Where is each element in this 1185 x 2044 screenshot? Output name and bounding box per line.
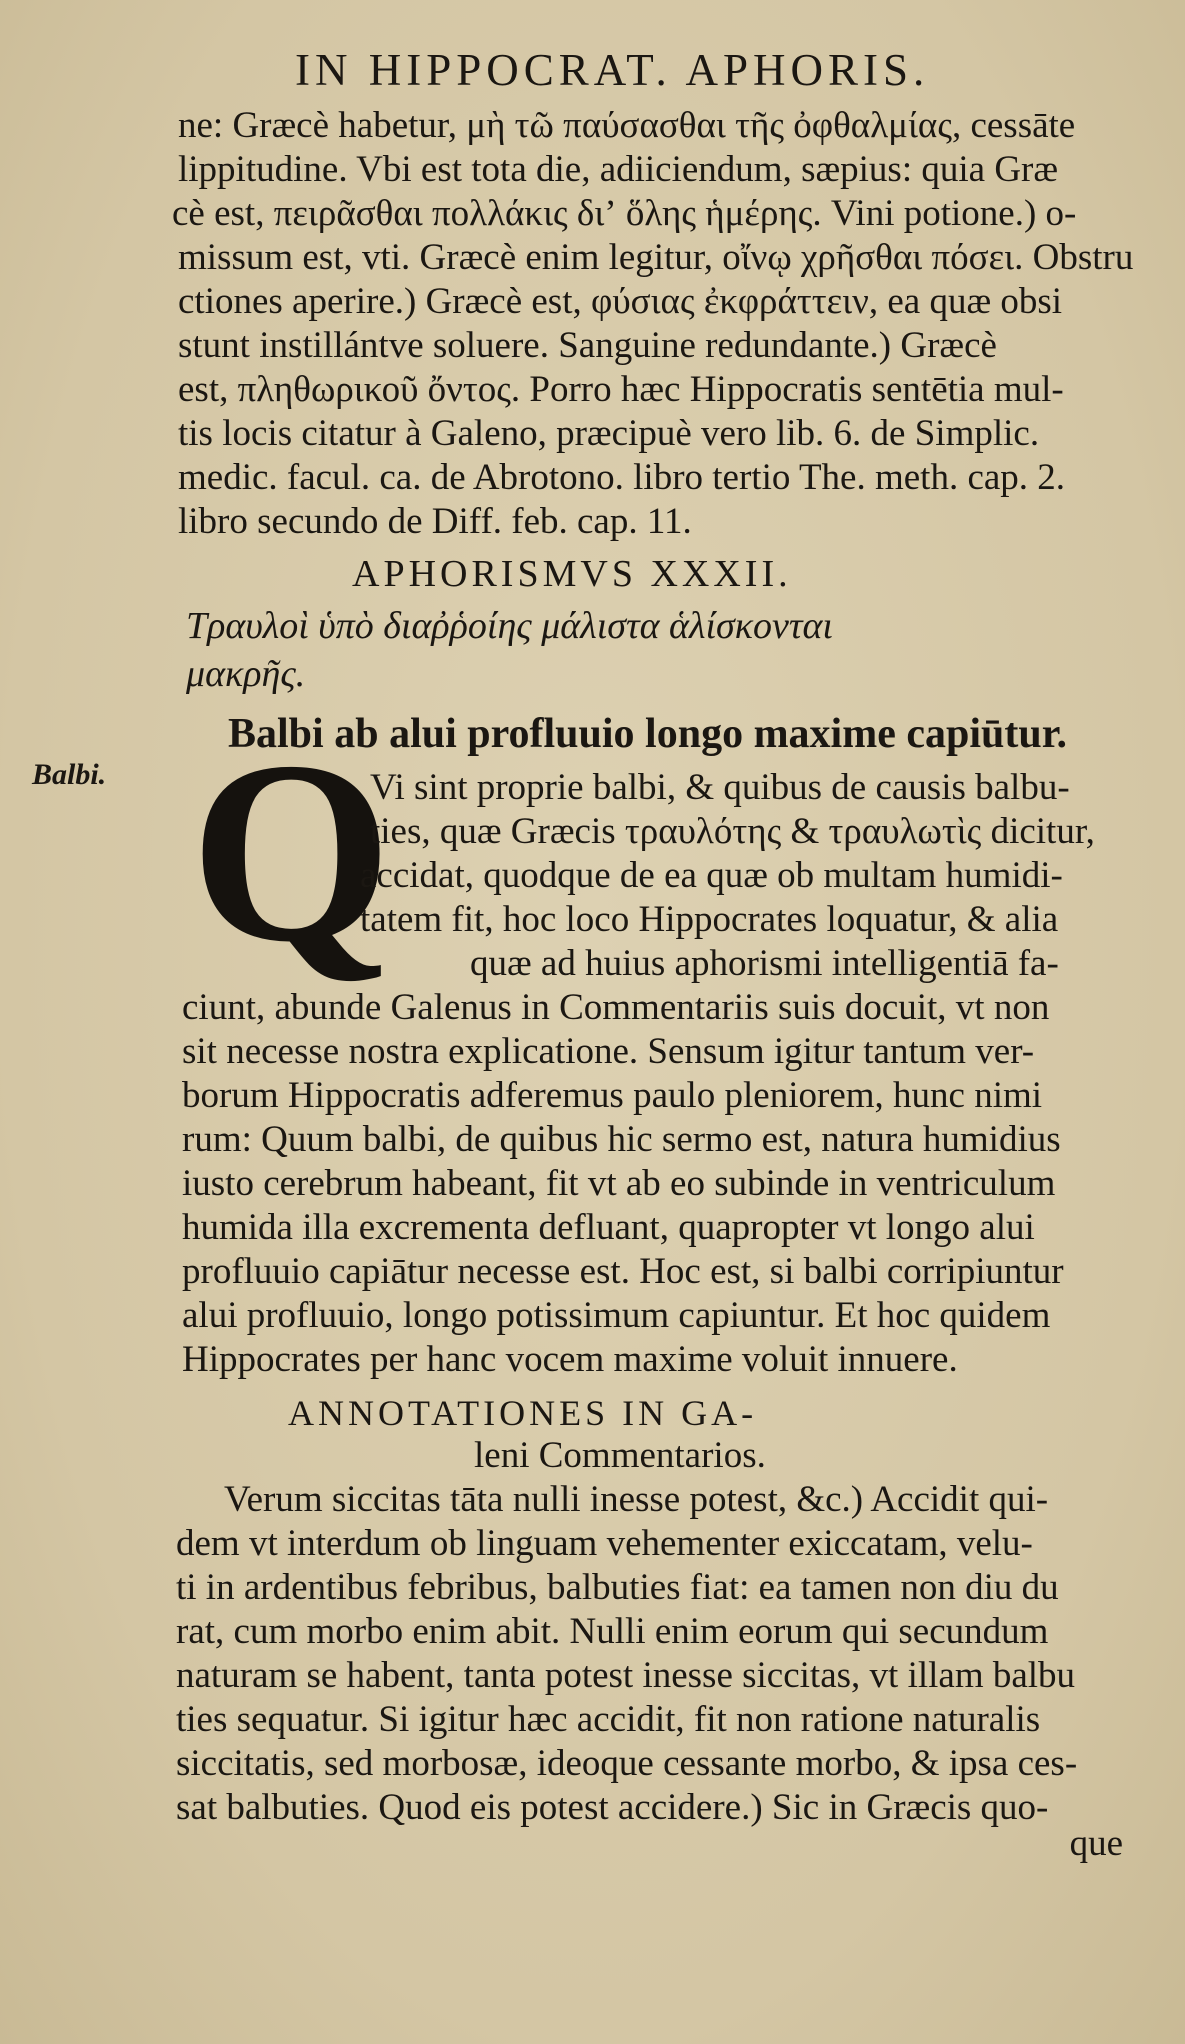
margin-note: Balbi. — [32, 758, 107, 791]
greek-aphorism-line: Τραυλοὶ ὑπὸ διαῤῥοίης μάλιστα ἁλίσκονται — [186, 605, 833, 647]
annotations-heading-cont: leni Commentarios. — [474, 1435, 766, 1476]
text-line: ties, quæ Græcis τραυλότης & τραυλωτὶς dicitur, — [370, 811, 1095, 852]
text-line: Vi sint proprie balbi, & quibus de causis balbu- — [370, 767, 1070, 808]
text-line: tis locis citatur à Galeno, præcipuè vero lib. 6. de Simplic. — [178, 413, 1040, 454]
text-line: rum: Quum balbi, de quibus hic sermo est, natura humidius — [182, 1119, 1061, 1160]
text-line: sat balbuties. Quod eis potest accidere.) Sic in Græcis quo- — [176, 1787, 1049, 1828]
drop-cap-initial: Q — [190, 708, 393, 996]
text-line: rat, cum morbo enim abit. Nulli enim eorum qui secundum — [176, 1611, 1049, 1652]
text-line: accidat, quodque de ea quæ ob multam humidi- — [360, 855, 1063, 896]
text-line: Hippocrates per hanc vocem maxime voluit innuere. — [182, 1339, 958, 1380]
catchword: que — [1069, 1823, 1123, 1864]
greek-aphorism-line: μακρῆς. — [186, 653, 306, 695]
text-line: sit necesse nostra explicatione. Sensum igitur tantum ver- — [182, 1031, 1035, 1072]
text-line: libro secundo de Diff. feb. cap. 11. — [178, 501, 692, 542]
text-line: dem vt interdum ob linguam vehementer exiccatam, velu- — [176, 1523, 1033, 1564]
text-line: ctiones aperire.) Græcè est, φύσιας ἐκφράττειν, ea quæ obsi — [178, 281, 1063, 322]
text-line: quæ ad huius aphorismi intelligentiā fa- — [470, 943, 1059, 984]
text-line: profluuio capiātur necesse est. Hoc est, si balbi corripiuntur — [182, 1251, 1064, 1292]
text-line: tatem fit, hoc loco Hippocrates loquatur, & alia — [360, 899, 1059, 940]
text-line: iusto cerebrum habeant, fit vt ab eo subinde in ventriculum — [182, 1163, 1056, 1204]
text-line: medic. facul. ca. de Abrotono. libro tertio The. meth. cap. 2. — [178, 457, 1066, 498]
text-line: naturam se habent, tanta potest inesse siccitas, vt illam balbu — [176, 1655, 1076, 1696]
running-head: IN HIPPOCRAT. APHORIS. — [295, 45, 930, 95]
text-line: siccitatis, sed morbosæ, ideoque cessante morbo, & ipsa ces- — [176, 1743, 1078, 1784]
text-line: alui profluuio, longo potissimum capiuntur. Et hoc quidem — [182, 1295, 1051, 1336]
text-line: ciunt, abunde Galenus in Commentariis suis docuit, vt non — [182, 987, 1050, 1028]
text-line: Verum siccitas tāta nulli inesse potest, &c.) Accidit qui- — [224, 1479, 1049, 1520]
latin-aphorism: Balbi ab alui profluuio longo maxime capiūtur. — [228, 711, 1068, 757]
aphorism-heading: APHORISMVS XXXII. — [352, 553, 792, 595]
text-line: ne: Græcè habetur, μὴ τῶ παύσασθαι τῆς ὀφθαλμίας, cessāte — [178, 105, 1076, 146]
text-line: stunt instillántve soluere. Sanguine redundante.) Græcè — [178, 325, 997, 366]
text-line: lippitudine. Vbi est tota die, adiiciendum, sæpius: quia Græ — [178, 149, 1059, 190]
annotations-heading: ANNOTATIONES IN GA- — [288, 1393, 758, 1433]
text-line: est, πληθωρικοῦ ὄντος. Porro hæc Hippocratis sentētia mul- — [178, 369, 1064, 410]
text-line: humida illa excrementa defluant, quapropter vt longo alui — [182, 1207, 1035, 1248]
text-line: cè est, πειρᾶσθαι πολλάκις διʼ ὅλης ἡμέρης. Vini potione.) o- — [172, 193, 1077, 234]
text-line: missum est, vti. Græcè enim legitur, οἴνῳ χρῆσθαι πόσει. Obstru — [178, 237, 1134, 278]
text-line: ties sequatur. Si igitur hæc accidit, fit non ratione naturalis — [176, 1699, 1041, 1740]
text-line: borum Hippocratis adferemus paulo pleniorem, hunc nimi — [182, 1075, 1043, 1116]
text-line: ti in ardentibus febribus, balbuties fiat: ea tamen non diu du — [176, 1567, 1059, 1608]
